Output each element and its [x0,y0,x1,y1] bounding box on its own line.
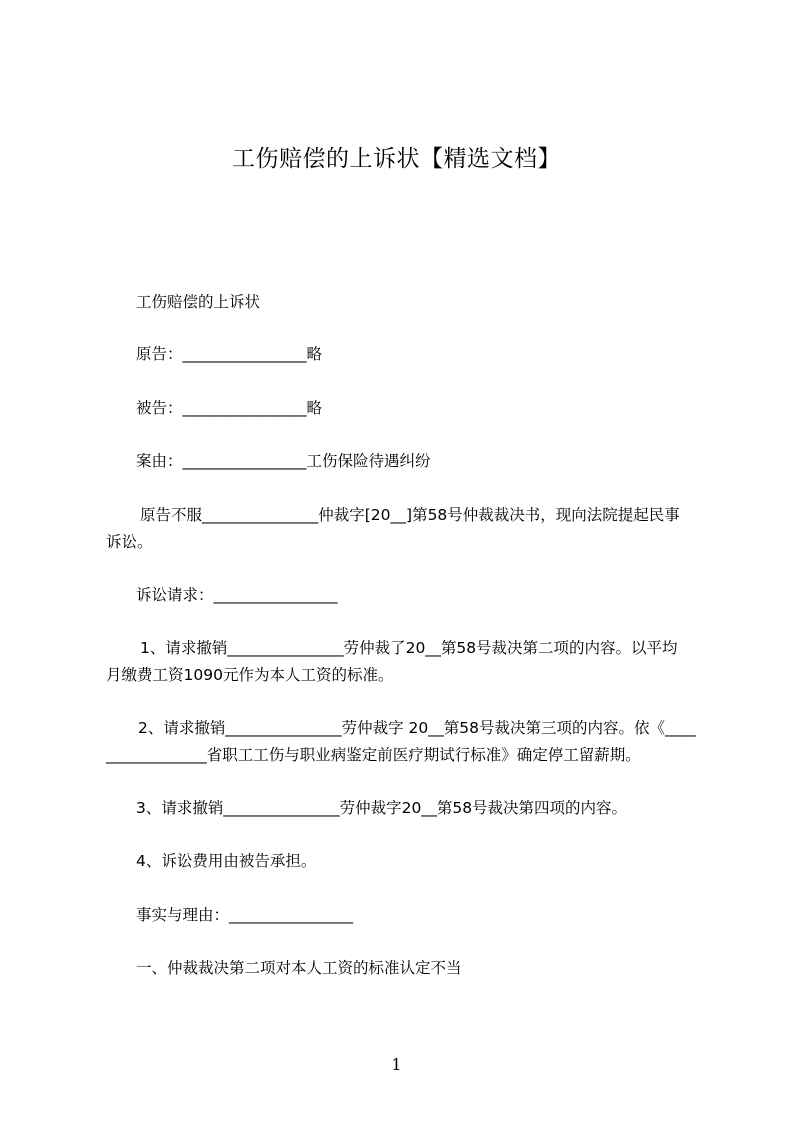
section-heading: 一、仲裁裁决第二项对本人工资的标准认定不当 [136,959,462,977]
claim-item: 月缴费工资1090元作为本人工资的标准。 [106,666,394,684]
claim-item: 4、诉讼费用由被告承担。 [136,852,317,870]
paragraph-line: 原告不服_______________仲裁字[20__]第58号仲裁裁决书，现向法院提起民事 [140,506,680,524]
claims-heading: 诉讼请求：________________ [136,586,338,604]
doc-heading: 工伤赔偿的上诉状 [136,293,261,311]
plaintiff-line: 原告：________________略 [136,345,323,363]
facts-heading: 事实与理由：________________ [136,906,354,924]
defendant-line: 被告：________________略 [136,399,323,417]
case-cause-line: 案由：________________工伤保险待遇纠纷 [136,452,431,470]
document-title: 工伤赔偿的上诉状【精选文档】 [232,146,561,172]
claim-item: 2、请求撤销_______________劳仲裁字 20__第58号裁决第三项的内容。依《____ [138,719,696,737]
claim-item: _____________省职工工伤与职业病鉴定前医疗期试行标准》确定停工留薪期。 [106,746,641,764]
claim-item: 1、请求撤销_______________劳仲裁了20__第58号裁决第二项的内容。以平均 [140,639,678,657]
paragraph-line: 诉讼。 [106,533,153,551]
page-number: 1 [391,1055,402,1074]
claim-item: 3、请求撤销_______________劳仲裁字20__第58号裁决第四项的内容。 [136,799,628,817]
